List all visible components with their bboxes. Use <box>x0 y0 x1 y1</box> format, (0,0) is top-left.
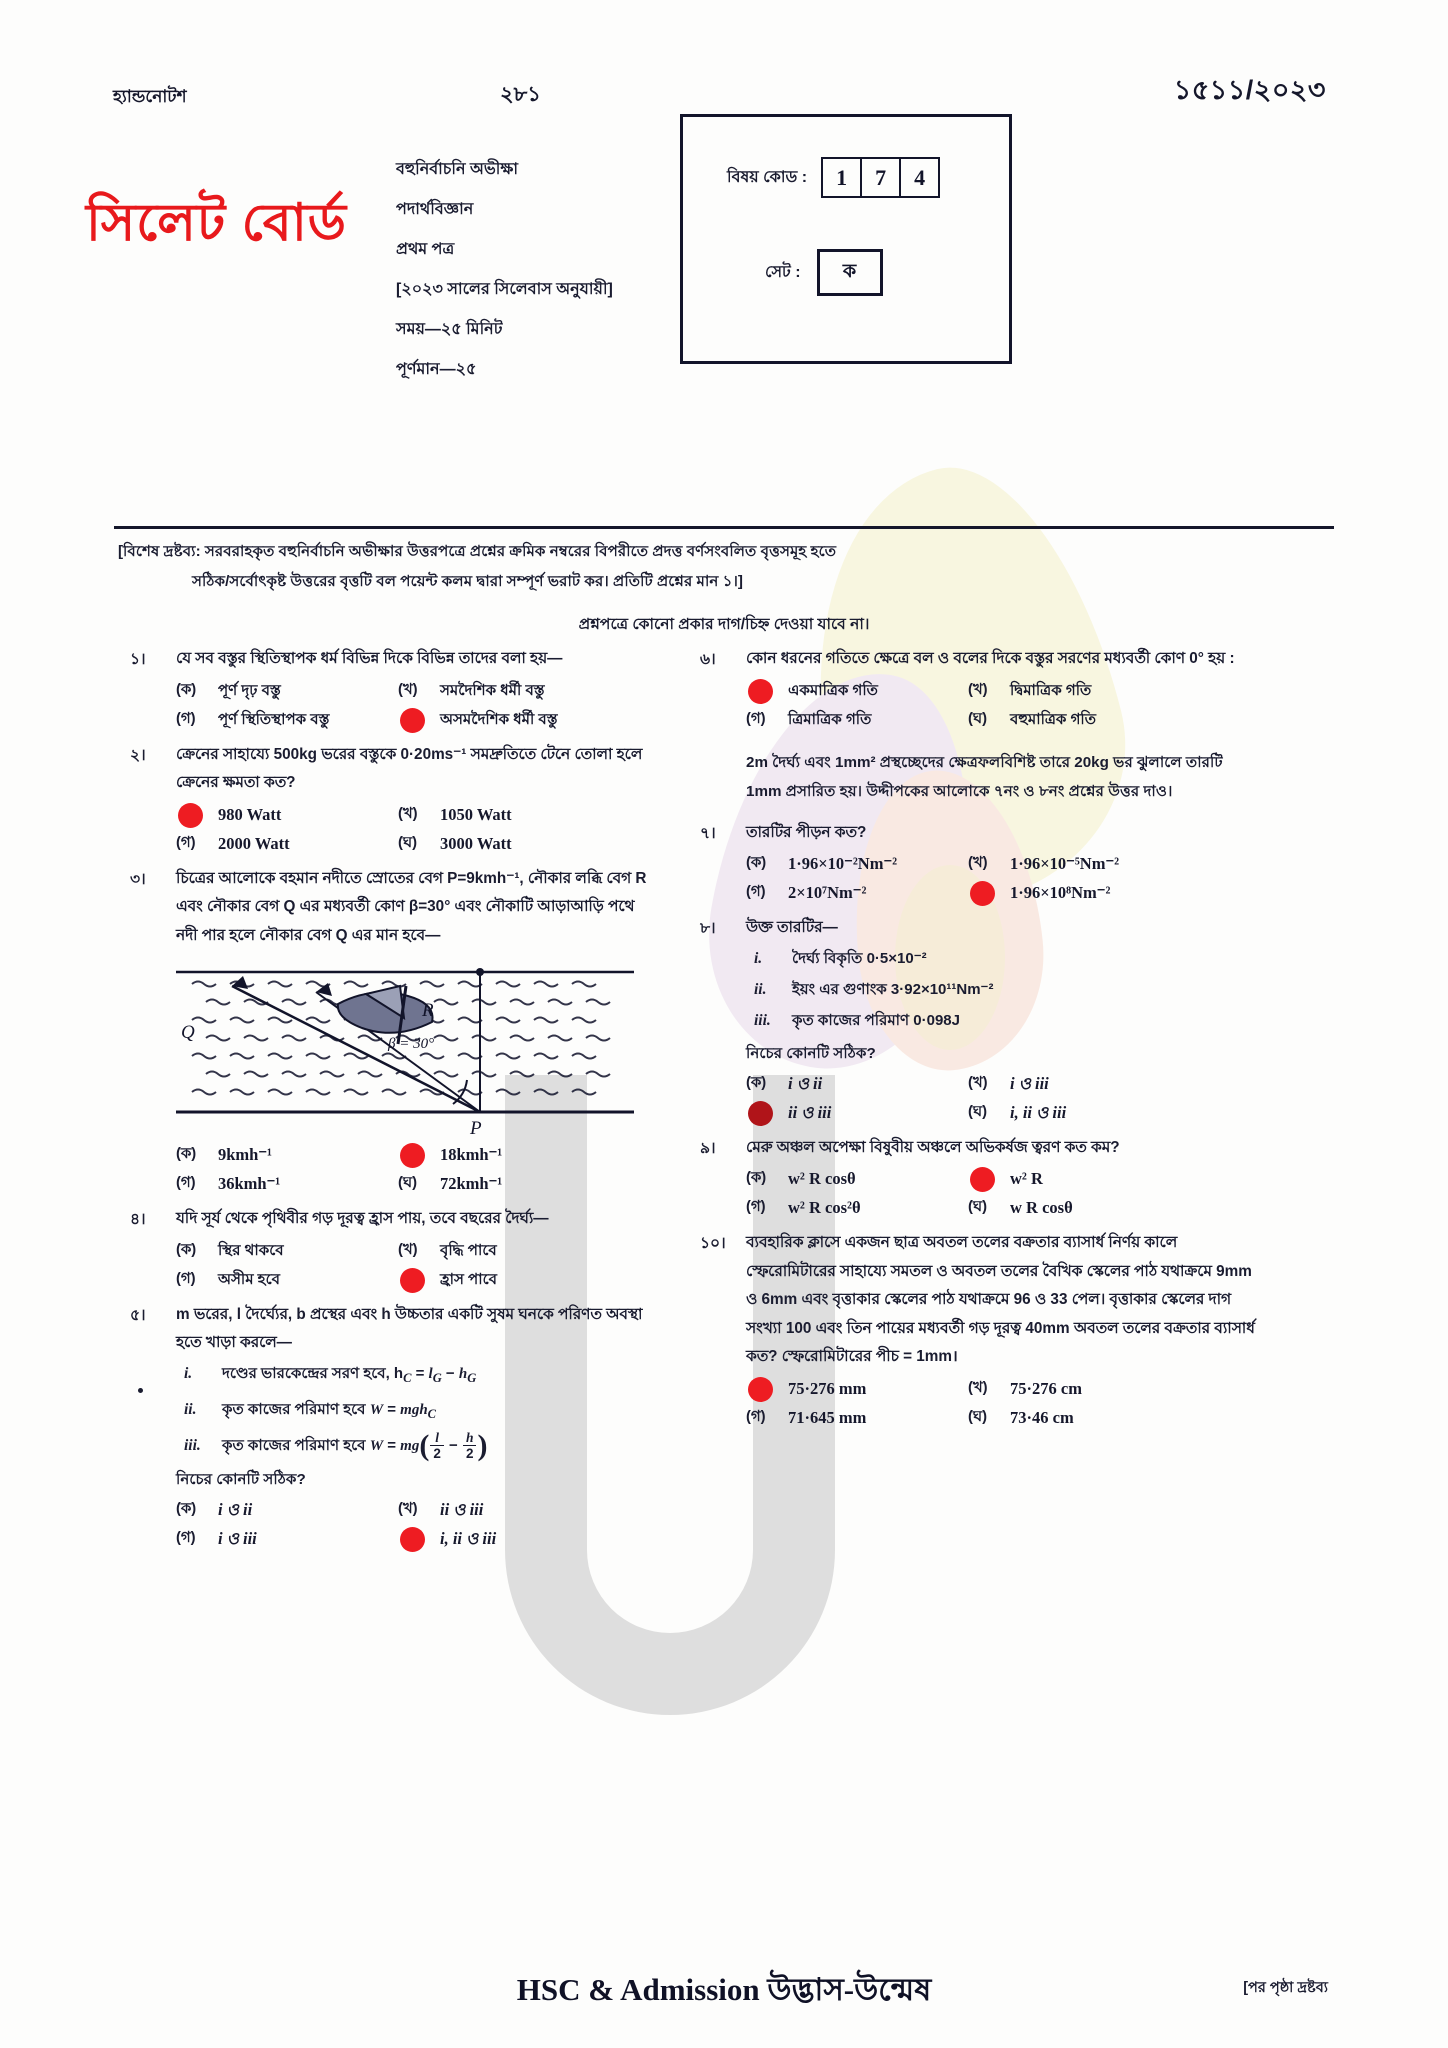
question-item <box>700 1134 1260 1223</box>
option-choice[interactable] <box>176 1140 398 1169</box>
question-item <box>130 1301 660 1553</box>
statement-text: কৃত কাজের পরিমাণ হবে W = mgh$_C$ <box>222 1400 437 1421</box>
option-key: (ঘ) <box>398 1175 417 1191</box>
option-choice[interactable] <box>176 800 398 829</box>
option-choice[interactable] <box>968 1164 1218 1193</box>
header-center-block <box>396 150 613 390</box>
option-text: w² R cos²θ <box>788 1198 861 1217</box>
option-choice[interactable] <box>398 1495 648 1524</box>
option-choice[interactable] <box>968 1069 1218 1098</box>
option-text: 9kmh⁻¹ <box>218 1145 273 1164</box>
statement-text: দণ্ডের ভারকেন্দ্রের সরণ হবে, $h_C = l_G - h_G$ <box>222 1364 477 1385</box>
option-key: (গ) <box>746 1408 766 1425</box>
question-column-right <box>700 645 1260 1439</box>
option-choice[interactable] <box>176 1495 398 1524</box>
option-key: (খ) <box>968 1074 988 1091</box>
option-key: (ক) <box>746 1074 767 1091</box>
option-choice[interactable] <box>398 676 648 705</box>
option-choice[interactable] <box>746 1069 968 1098</box>
question-item <box>700 1229 1260 1432</box>
page-number: ২৮১ <box>500 83 541 106</box>
option-row <box>746 878 1260 907</box>
shared-stem-text: 2m দৈর্ঘ্য এবং 1mm² প্রস্থচ্ছেদের ক্ষেত্রফলবিশিষ্ট তারে 20kg ভর ঝুলালে তারটি 1mm প্রসারিত হয়। উদ্দীপকের আলোকে ৭নং ও ৮নং প্রশ্নের উত্তর দাও। <box>746 753 1223 800</box>
instructions-line-2: সঠিক/সর্বোৎকৃষ্ট উত্তরের বৃত্তটি বল পয়েন্ট কলম দ্বারা সম্পূর্ণ ভরাট কর। প্রতিটি প্রশ্নের মান ১।] <box>192 573 743 590</box>
option-text: 18kmh⁻¹ <box>440 1145 503 1164</box>
question-item <box>130 645 660 734</box>
question-number: ৫। <box>130 1306 146 1324</box>
option-key: (গ) <box>746 884 766 900</box>
filled-answer-bubble[interactable] <box>748 1377 773 1402</box>
header-line-time: সময়—২৫ মিনিট <box>396 321 503 338</box>
statement-text: কৃত কাজের পরিমাণ 0·098J <box>792 1011 960 1029</box>
option-text: ii ও iii <box>440 1499 484 1519</box>
option-text: i ও ii <box>788 1073 823 1093</box>
option-list <box>176 800 660 858</box>
option-text: 1·96×10⁻⁵Nm⁻² <box>1010 854 1120 873</box>
option-row <box>176 1524 660 1553</box>
question-text: যদি সূর্য থেকে পৃথিবীর গড় দূরত্ব হ্রাস পায়, তবে বছরের দৈর্ঘ্য— <box>176 1210 549 1227</box>
instructions <box>118 537 1348 597</box>
option-text: w² R <box>1010 1169 1043 1188</box>
filled-answer-bubble[interactable] <box>748 1101 773 1126</box>
option-choice[interactable] <box>398 1140 648 1169</box>
svg-text:β = 30°: β = 30° <box>388 1036 435 1052</box>
option-list <box>746 676 1260 734</box>
option-text: পূর্ণ স্থিতিস্থাপক বস্তু <box>218 710 330 728</box>
question-item <box>130 1205 660 1294</box>
option-choice[interactable] <box>176 1236 398 1265</box>
option-choice[interactable] <box>968 705 1218 734</box>
statement-row <box>176 1358 660 1394</box>
option-text: i, ii ও iii <box>1010 1102 1067 1122</box>
filled-answer-bubble[interactable] <box>748 679 773 704</box>
filled-answer-bubble[interactable] <box>400 1527 425 1552</box>
filled-answer-bubble[interactable] <box>400 1143 425 1168</box>
option-choice[interactable] <box>746 1403 968 1432</box>
question-number: ৬। <box>700 651 716 668</box>
option-text: অসমদৈশিক ধর্মী বস্তু <box>440 710 558 728</box>
question-item <box>130 741 660 858</box>
option-text: 36kmh⁻¹ <box>218 1174 281 1193</box>
option-key: (খ) <box>398 1500 418 1517</box>
header-line-subject: পদার্থবিজ্ঞান <box>396 201 474 218</box>
question-text: তারটির পীড়ন কত? <box>746 823 867 841</box>
option-list <box>746 1374 1260 1432</box>
option-choice[interactable] <box>968 1098 1218 1127</box>
option-list <box>746 1164 1260 1222</box>
option-text: 72kmh⁻¹ <box>440 1174 503 1193</box>
which-is-correct-prompt: নিচের কোনটি সঠিক? <box>176 1470 306 1488</box>
statement-roman: iii. <box>184 1436 201 1454</box>
option-key: (খ) <box>968 681 988 698</box>
statement-text: কৃত কাজের পরিমাণ হবে W = mg( $\frac{l}{2}$ − $\frac{h}{2}$ ) <box>222 1428 488 1462</box>
river-boat-diagram <box>170 956 640 1138</box>
paper-code: ১৫১১/২০২৩ <box>1173 75 1326 105</box>
question-item <box>700 914 1260 1127</box>
question-number: ৭। <box>700 824 716 842</box>
subject-code-box <box>680 114 1012 364</box>
option-key: (গ) <box>176 1175 196 1191</box>
option-text: 71·645 mm <box>788 1407 867 1427</box>
option-list <box>176 1236 660 1294</box>
option-key: (খ) <box>968 855 988 871</box>
option-choice[interactable] <box>176 1524 398 1553</box>
option-text: ii ও iii <box>788 1102 832 1122</box>
option-choice[interactable] <box>176 705 398 734</box>
option-choice[interactable] <box>398 1265 648 1294</box>
header-divider <box>114 526 1334 529</box>
statement-row <box>746 943 1260 974</box>
option-key: (গ) <box>746 1199 766 1215</box>
question-text: চিত্রের আলোকে বহমান নদীতে স্রোতের বেগ P=9kmh⁻¹, নৌকার লব্ধি বেগ R এবং নৌকার বেগ Q এর মধ্যবর্তী কোণ β=30° এবং নৌকাটি আড়াআড়ি পথে নদী পার হলে নৌকার বেগ Q এর মান হবে— <box>176 869 647 944</box>
option-choice[interactable] <box>398 705 648 734</box>
option-list <box>176 676 660 734</box>
option-row <box>176 1265 660 1294</box>
header-line-marks: পূর্ণমান—২৫ <box>396 361 477 378</box>
question-text: কোন ধরনের গতিতে ক্ষেত্রে বল ও বলের দিকে বস্তুর সরণের মধ্যবর্তী কোণ 0° হয় : <box>746 650 1235 667</box>
filled-answer-bubble[interactable] <box>400 708 425 733</box>
instructions-line-1: [বিশেষ দ্রষ্টব্য: সরবরাহকৃত বহুনির্বাচনি অভীক্ষার উত্তরপত্রে প্রশ্নের ক্রমিক নম্বরের বিপরীতে প্রদত্ত বর্ণসংবলিত বৃত্তসমূহ হতে <box>118 543 837 560</box>
filled-answer-bubble[interactable] <box>970 1167 995 1192</box>
subject-code-digits <box>823 157 940 198</box>
statement-list <box>176 1358 660 1462</box>
question-stem-block <box>700 748 1260 807</box>
option-key: (খ) <box>398 681 418 698</box>
option-text: 1050 Watt <box>440 804 512 824</box>
statement-roman: iii. <box>754 1011 771 1029</box>
option-text: বৃদ্ধি পাবে <box>440 1241 497 1259</box>
filled-answer-bubble[interactable] <box>400 1268 425 1293</box>
option-row <box>176 1140 660 1169</box>
footer-continue-note: [পর পৃষ্ঠা দ্রষ্টব্য <box>1243 1980 1328 1996</box>
option-row <box>176 829 660 858</box>
filled-answer-bubble[interactable] <box>178 803 203 828</box>
option-key: (ক) <box>176 1146 197 1162</box>
option-key: (খ) <box>398 1241 418 1258</box>
option-text: 980 Watt <box>218 804 282 824</box>
footer-brand: HSC & Admission উদ্ভাস-উন্মেষ <box>516 1972 932 2007</box>
statement-roman: ii. <box>754 980 767 998</box>
option-text: বহুমাত্রিক গতি <box>1010 710 1096 728</box>
option-choice[interactable] <box>176 1265 398 1294</box>
option-text: i ও iii <box>1010 1073 1049 1093</box>
header-line-exam: বহুনির্বাচনি অভীক্ষা <box>396 161 518 178</box>
statement-roman: ii. <box>184 1400 197 1418</box>
option-text: i ও ii <box>218 1499 253 1519</box>
option-text: i, ii ও iii <box>440 1528 497 1548</box>
statement-row <box>176 1430 660 1462</box>
option-row <box>176 1236 660 1265</box>
option-choice[interactable] <box>746 1193 968 1222</box>
option-choice[interactable] <box>746 878 968 907</box>
option-text: ত্রিমাত্রিক গতি <box>788 710 872 728</box>
question-text: মেরু অঞ্চল অপেক্ষা বিষুবীয় অঞ্চলে অভিকর্ষজ ত্বরণ কত কম? <box>746 1138 1120 1156</box>
question-number: ১। <box>130 651 146 668</box>
svg-text:P: P <box>470 1118 482 1138</box>
option-choice[interactable] <box>968 878 1218 907</box>
option-text: 2×10⁷Nm⁻² <box>788 883 867 902</box>
option-choice[interactable] <box>746 1098 968 1127</box>
option-list <box>176 1140 660 1198</box>
question-text: m ভরের, l দৈর্ঘ্যের, b প্রস্থের এবং h উচ্চতার একটি সুষম ঘনকে পরিণত অবস্থা হতে খাড়া করলে— <box>176 1305 643 1351</box>
option-choice[interactable] <box>968 1403 1218 1432</box>
option-choice[interactable] <box>968 1193 1218 1222</box>
subject-code-digit-2: 7 <box>860 157 901 198</box>
statement-roman: i. <box>754 949 763 967</box>
option-choice[interactable] <box>176 829 398 858</box>
option-row <box>176 1169 660 1198</box>
statement-row <box>176 1394 660 1430</box>
option-text: i ও iii <box>218 1528 257 1548</box>
option-choice[interactable] <box>746 849 968 878</box>
option-text: 3000 Watt <box>440 833 512 853</box>
option-text: হ্রাস পাবে <box>440 1270 497 1288</box>
option-row <box>746 1164 1260 1193</box>
option-text: অসীম হবে <box>218 1270 280 1288</box>
question-column-left <box>130 645 660 1560</box>
question-number: ৯। <box>700 1139 716 1157</box>
set-label: সেট : <box>765 264 801 281</box>
option-list <box>746 1069 1260 1127</box>
option-text: পূর্ণ দৃঢ় বস্তু <box>218 681 281 699</box>
option-key: (ক) <box>176 1241 197 1258</box>
filled-answer-bubble[interactable] <box>970 881 995 906</box>
option-text: 2000 Watt <box>218 833 290 853</box>
question-text: যে সব বস্তুর স্থিতিস্থাপক ধর্ম বিভিন্ন দিকে বিভিন্ন তাদের বলা হয়— <box>176 650 563 667</box>
option-choice[interactable] <box>398 1524 648 1553</box>
question-number: ৩। <box>130 870 146 888</box>
statement-text: দৈর্ঘ্য বিকৃতি 0·5×10⁻² <box>792 949 927 967</box>
option-row <box>746 1374 1260 1403</box>
option-key: (ঘ) <box>968 1103 987 1120</box>
statement-text: ইয়ং এর গুণাংক 3·92×10¹¹Nm⁻² <box>792 980 994 998</box>
header-line-syllabus: [২০২৩ সালের সিলেবাস অনুযায়ী] <box>396 281 613 298</box>
option-text: স্থির থাকবে <box>218 1241 284 1259</box>
header-left-label: হ্যান্ডনোটশ <box>113 87 187 106</box>
subject-code-label: বিষয় কোড : <box>727 169 808 186</box>
option-row <box>746 1069 1260 1098</box>
option-choice[interactable] <box>746 1374 968 1403</box>
option-key: (ক) <box>176 1500 197 1517</box>
statement-list <box>746 943 1260 1036</box>
option-key: (গ) <box>746 710 766 727</box>
option-choice[interactable] <box>968 1374 1218 1403</box>
header-line-paper: প্রথম পত্র <box>396 241 455 258</box>
question-number: ৪। <box>130 1211 146 1228</box>
statement-roman: i. <box>184 1364 193 1382</box>
option-row <box>746 1098 1260 1127</box>
option-text: 73·46 cm <box>1010 1407 1074 1427</box>
option-list <box>746 849 1260 907</box>
option-key: (খ) <box>398 805 418 822</box>
statement-row <box>746 974 1260 1005</box>
option-key: (ঘ) <box>968 1199 987 1215</box>
no-marking-notice: প্রশ্নপত্রে কোনো প্রকার দাগ/চিহ্ন দেওয়া যাবে না। <box>578 616 870 633</box>
option-row <box>176 676 660 705</box>
option-choice[interactable] <box>398 800 648 829</box>
question-number: ১০। <box>700 1235 726 1252</box>
svg-text:Q: Q <box>181 1022 195 1043</box>
option-text: 1·96×10⁸Nm⁻² <box>1010 883 1111 902</box>
option-text: w R cosθ <box>1010 1198 1073 1217</box>
question-text: ক্রেনের সাহায্যে 500kg ভরের বস্তুকে 0·20ms⁻¹ সমদ্রুতিতে টেনে তোলা হলে ক্রেনের ক্ষমতা কত? <box>176 745 643 791</box>
option-key: (গ) <box>176 834 196 851</box>
option-row <box>746 1403 1260 1432</box>
board-stamp: সিলেট বোর্ড <box>86 194 348 252</box>
option-key: (গ) <box>176 1270 196 1287</box>
option-key: (ঘ) <box>968 1408 987 1425</box>
option-text: 75·276 mm <box>788 1378 867 1398</box>
question-item <box>130 865 660 1199</box>
option-key: (খ) <box>968 1379 988 1396</box>
option-row <box>176 1495 660 1524</box>
option-key: (ঘ) <box>398 834 417 851</box>
option-text: সমদৈশিক ধর্মী বস্তু <box>440 681 545 699</box>
option-text: w² R cosθ <box>788 1169 856 1188</box>
option-text: দ্বিমাত্রিক গতি <box>1010 681 1092 699</box>
option-key: (ক) <box>746 1170 767 1186</box>
question-number: ৮। <box>700 920 716 937</box>
option-row <box>746 676 1260 705</box>
set-value: ক <box>817 249 883 296</box>
question-text: ব্যবহারিক ক্লাসে একজন ছাত্র অবতল তলের বক্রতার ব্যাসার্ধ নির্ণয় কালে স্ফেরোমিটারের সাহায্যে সমতল ও অবতল তলের বৈখিক স্কেলের পাঠ যথাক্রমে 9mm ও 6mm এবং বৃত্তাকার স্কেলের পাঠ যথাক্রমে 96 ও 33 পেল। বৃত্তাকার স্কেলের দাগ সংখ্যা 100 এবং তিন পায়ের মধ্যবর্তী গড় দূরত্ব 40mm অবতল তলের বক্রতার ব্যাসার্ধ কত? স্ফেরোমিটারের পীচ = 1mm। <box>746 1234 1255 1365</box>
question-text: উক্ত তারটির— <box>746 919 838 936</box>
option-text: একমাত্রিক গতি <box>788 681 878 699</box>
option-choice[interactable] <box>176 676 398 705</box>
option-choice[interactable] <box>746 1164 968 1193</box>
option-list <box>176 1495 660 1553</box>
option-key: (ক) <box>746 855 767 871</box>
option-row <box>746 705 1260 734</box>
option-choice[interactable] <box>398 1169 648 1198</box>
svg-text:R: R <box>422 1000 434 1021</box>
question-item <box>700 645 1260 734</box>
which-is-correct-prompt: নিচের কোনটি সঠিক? <box>746 1044 876 1062</box>
subject-code-digit-1: 1 <box>821 157 862 198</box>
question-item <box>700 819 1260 908</box>
option-choice[interactable] <box>968 676 1218 705</box>
option-row <box>746 1193 1260 1222</box>
option-key: (ক) <box>176 681 197 698</box>
option-choice[interactable] <box>398 1236 648 1265</box>
subject-code-row <box>727 157 940 198</box>
option-choice[interactable] <box>746 705 968 734</box>
set-row <box>765 249 883 296</box>
option-choice[interactable] <box>968 849 1218 878</box>
option-text: 1·96×10⁻²Nm⁻² <box>788 854 898 873</box>
option-row <box>176 800 660 829</box>
question-number: ২। <box>130 746 146 764</box>
subject-code-digit-3: 4 <box>899 157 940 198</box>
option-key: (ঘ) <box>968 710 987 727</box>
option-key: (গ) <box>176 710 196 727</box>
option-choice[interactable] <box>176 1169 398 1198</box>
option-choice[interactable] <box>746 676 968 705</box>
option-choice[interactable] <box>398 829 648 858</box>
option-row <box>746 849 1260 878</box>
option-row <box>176 705 660 734</box>
option-text: 75·276 cm <box>1010 1378 1082 1398</box>
statement-row <box>746 1005 1260 1036</box>
option-key: (গ) <box>176 1529 196 1546</box>
